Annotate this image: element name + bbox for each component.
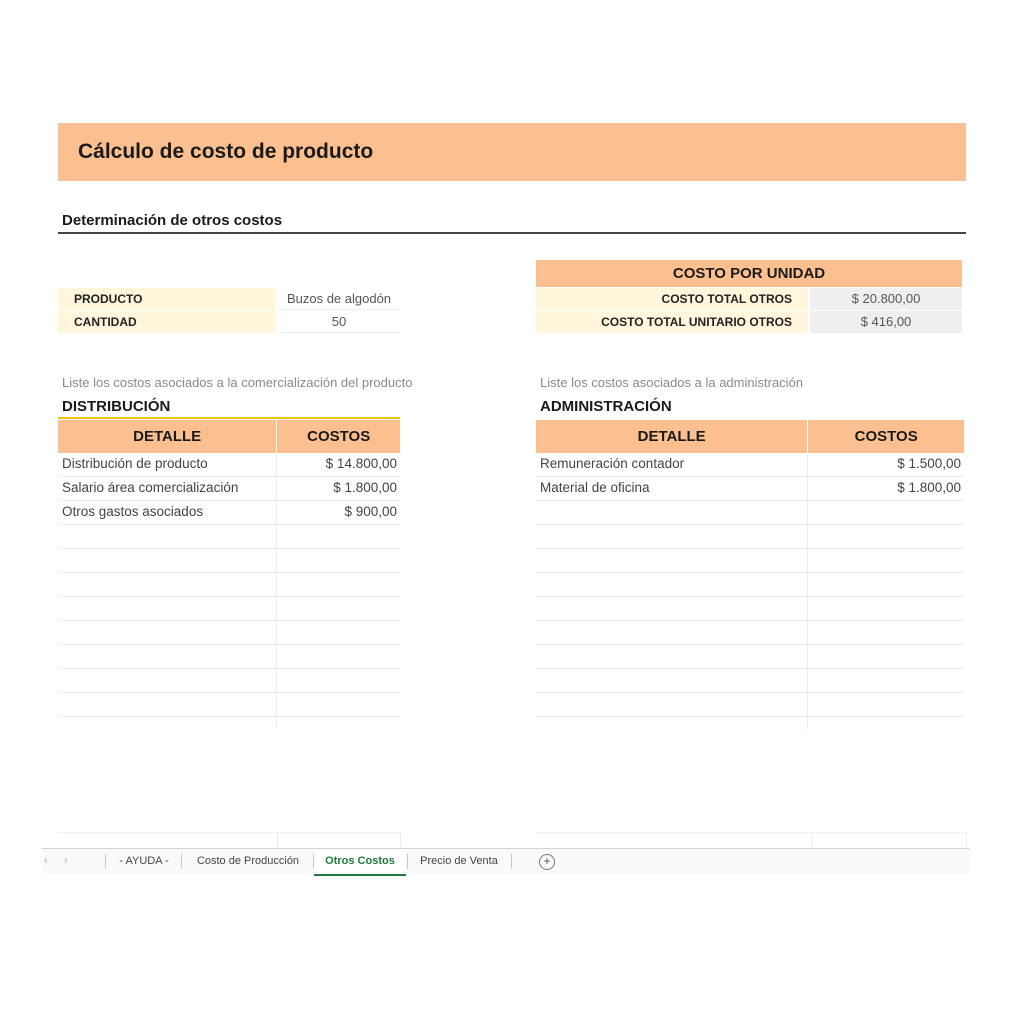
distribution-cost-cell[interactable]: $ 14.800,00 <box>325 456 397 471</box>
table-row[interactable] <box>58 717 400 729</box>
administration-detail-cell[interactable]: Remuneración contador <box>536 453 808 476</box>
administration-detail-header[interactable]: DETALLE <box>637 428 706 445</box>
empty-cell[interactable] <box>808 645 964 668</box>
unit-other-cost-value[interactable]: $ 416,00 <box>810 311 962 333</box>
distribution-cost-header[interactable]: COSTOS <box>276 420 400 453</box>
administration-cost-cell[interactable]: $ 1.800,00 <box>897 480 961 495</box>
table-row[interactable] <box>58 549 400 573</box>
empty-cell[interactable] <box>277 597 400 620</box>
plus-icon: + <box>543 854 551 868</box>
empty-cell[interactable] <box>277 525 400 548</box>
empty-cell[interactable] <box>277 693 400 716</box>
empty-cell[interactable] <box>277 549 400 572</box>
distribution-detail-cell[interactable]: Otros gastos asociados <box>58 501 277 524</box>
distribution-cost-cell[interactable]: $ 1.800,00 <box>333 480 397 495</box>
tab-precio-de-venta[interactable]: Precio de Venta <box>420 855 498 867</box>
empty-cell[interactable] <box>808 669 964 692</box>
table-row[interactable] <box>536 669 964 693</box>
empty-cell[interactable] <box>808 501 964 524</box>
table-row[interactable] <box>536 645 964 669</box>
administration-table-header <box>536 420 964 453</box>
table-row[interactable] <box>58 693 400 717</box>
administration-cost-header[interactable]: COSTOS <box>807 420 964 453</box>
empty-cell[interactable] <box>808 549 964 572</box>
empty-cell[interactable] <box>58 549 277 572</box>
empty-cell[interactable] <box>277 621 400 644</box>
table-row[interactable] <box>58 573 400 597</box>
empty-cell[interactable] <box>808 717 964 729</box>
table-row[interactable] <box>536 549 964 573</box>
distribution-table <box>58 420 400 729</box>
grid-remnant-cell <box>812 832 967 847</box>
table-row[interactable] <box>536 453 964 477</box>
distribution-underline <box>58 417 400 419</box>
quantity-value-cell[interactable]: 50 <box>278 311 400 333</box>
empty-cell[interactable] <box>58 597 277 620</box>
distribution-title: DISTRIBUCIÓN <box>62 398 171 415</box>
table-row[interactable] <box>536 525 964 549</box>
product-value-cell[interactable]: Buzos de algodón <box>278 288 400 310</box>
administration-cost-cell[interactable]: $ 1.500,00 <box>897 456 961 471</box>
empty-cell[interactable] <box>808 693 964 716</box>
table-row[interactable] <box>58 477 400 501</box>
administration-table-body <box>536 453 964 729</box>
empty-cell[interactable] <box>536 645 808 668</box>
administration-table <box>536 420 964 729</box>
table-row[interactable] <box>536 621 964 645</box>
total-other-cost-value[interactable]: $ 20.800,00 <box>810 288 962 310</box>
table-row[interactable] <box>536 501 964 525</box>
empty-cell[interactable] <box>277 669 400 692</box>
empty-cell[interactable] <box>536 525 808 548</box>
table-row[interactable] <box>58 453 400 477</box>
empty-cell[interactable] <box>808 597 964 620</box>
grid-remnant-cell <box>536 832 813 847</box>
distribution-detail-header[interactable]: DETALLE <box>133 428 202 445</box>
empty-cell[interactable] <box>277 645 400 668</box>
distribution-detail-cell[interactable]: Salario área comercialización <box>58 477 277 500</box>
sheet-tab-bar <box>42 848 970 874</box>
empty-cell[interactable] <box>58 669 277 692</box>
empty-cell[interactable] <box>536 717 808 729</box>
distribution-cost-cell[interactable]: $ 900,00 <box>344 504 397 519</box>
empty-cell[interactable] <box>58 693 277 716</box>
product-label-cell[interactable]: PRODUCTO <box>58 288 276 310</box>
table-row[interactable] <box>536 693 964 717</box>
table-row[interactable] <box>536 597 964 621</box>
table-row[interactable] <box>536 573 964 597</box>
administration-detail-cell[interactable]: Material de oficina <box>536 477 808 500</box>
tab-otros-costos[interactable]: Otros Costos <box>314 849 406 876</box>
grid-remnant-cell <box>277 832 401 847</box>
section-subtitle: Determinación de otros costos <box>62 212 283 229</box>
distribution-table-body <box>58 453 400 729</box>
tab-ayuda[interactable]: - AYUDA - <box>119 855 169 867</box>
tab-separator <box>105 854 106 869</box>
empty-cell[interactable] <box>536 621 808 644</box>
table-row[interactable] <box>536 717 964 729</box>
empty-cell[interactable] <box>808 621 964 644</box>
grid-remnant <box>58 832 966 846</box>
empty-cell[interactable] <box>536 597 808 620</box>
scroll-left-icon[interactable]: ‹ <box>44 855 48 867</box>
empty-cell[interactable] <box>808 525 964 548</box>
distribution-hint: Liste los costos asociados a la comercialización del producto <box>62 375 413 390</box>
empty-cell[interactable] <box>536 693 808 716</box>
administration-hint: Liste los costos asociados a la administración <box>540 375 804 390</box>
table-row[interactable] <box>58 501 400 525</box>
table-row[interactable] <box>58 525 400 549</box>
unit-other-cost-label[interactable]: COSTO TOTAL UNITARIO OTROS <box>536 311 808 333</box>
empty-cell[interactable] <box>536 549 808 572</box>
table-row[interactable] <box>58 669 400 693</box>
grid-remnant-cell <box>58 832 278 847</box>
unit-cost-header: COSTO POR UNIDAD <box>536 260 962 287</box>
page-title: Cálculo de costo de producto <box>78 140 374 163</box>
empty-cell[interactable] <box>536 501 808 524</box>
administration-title: ADMINISTRACIÓN <box>540 398 672 415</box>
total-other-cost-label[interactable]: COSTO TOTAL OTROS <box>536 288 808 310</box>
table-row[interactable] <box>58 597 400 621</box>
empty-cell[interactable] <box>58 525 277 548</box>
subtitle-divider <box>58 232 966 234</box>
empty-cell[interactable] <box>536 573 808 596</box>
distribution-detail-cell[interactable]: Distribución de producto <box>58 453 277 476</box>
scroll-right-icon[interactable]: › <box>64 855 68 867</box>
table-row[interactable] <box>536 477 964 501</box>
table-row[interactable] <box>58 645 400 669</box>
empty-cell[interactable] <box>58 717 277 729</box>
table-row[interactable] <box>58 621 400 645</box>
empty-cell[interactable] <box>58 621 277 644</box>
empty-cell[interactable] <box>58 573 277 596</box>
quantity-label-cell[interactable]: CANTIDAD <box>58 311 276 333</box>
empty-cell[interactable] <box>277 717 400 729</box>
tab-separator <box>511 854 512 869</box>
add-sheet-button[interactable] <box>539 854 555 870</box>
empty-cell[interactable] <box>808 573 964 596</box>
distribution-table-header <box>58 420 400 453</box>
empty-cell[interactable] <box>536 669 808 692</box>
tab-costo-de-produccion[interactable]: Costo de Producción <box>196 855 300 867</box>
tab-separator <box>181 854 182 869</box>
empty-cell[interactable] <box>277 573 400 596</box>
empty-cell[interactable] <box>58 645 277 668</box>
